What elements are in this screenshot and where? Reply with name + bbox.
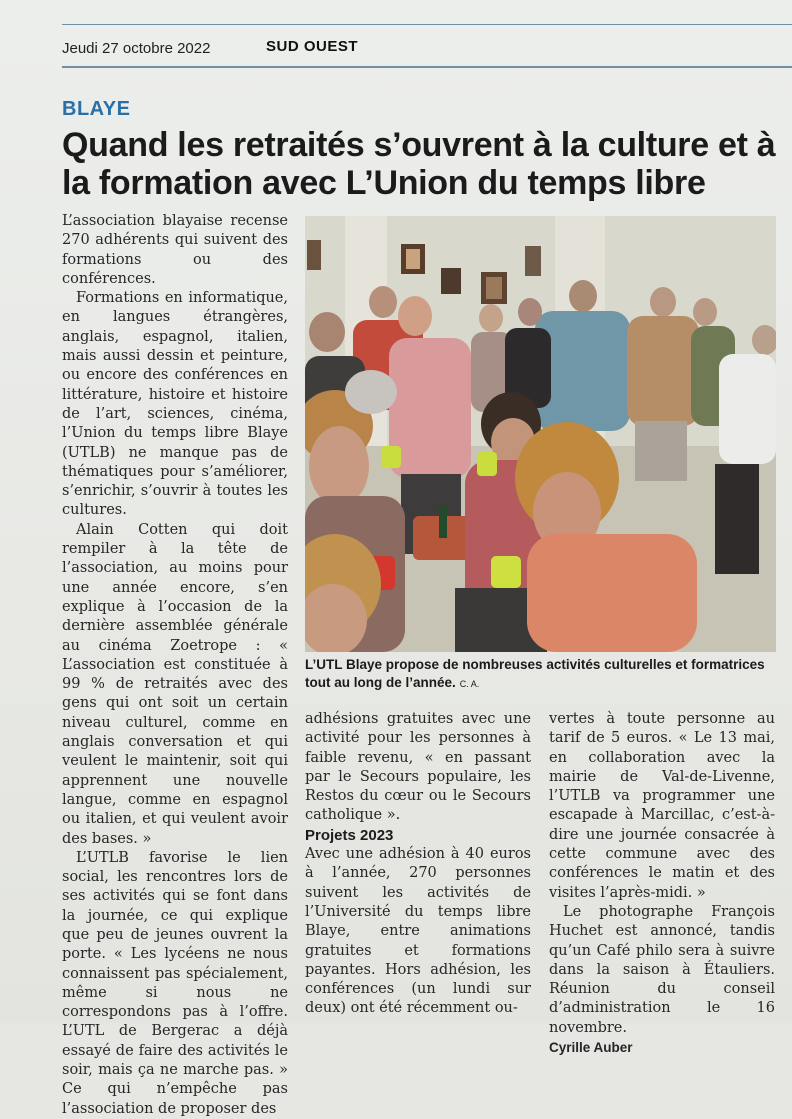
article-paragraph: vertes à toute personne au tarif de 5 euros. « Le 13 mai, en collaboration avec la mairie de Val-de-Livenne, l’UTLB va programmer une escapade à Marcillac, c’est-à-dire une journée consacrée à cette commune avec des conférences le matin et des visites l’après-midi. »: [549, 711, 775, 901]
photo-caption: [305, 656, 776, 693]
article-column-2: [305, 710, 531, 1019]
article-paragraph: Alain Cotten qui doit rempiler à la tête de l’association, au moins pour une année encore, s’en explique à l’occasion de la dernière assemblée générale au cinéma Zoetrope : « L’association est constituée à 99 % de retraités avec des gens qui ont soit un certain niveau culturel, comme en anglais conversation et qui veulent le maintenir, soit qui apprennent une nouvelle langue, comme en espagnol ou italien, et qui veulent avoir des bases. »: [62, 521, 288, 847]
photo-caption-text: L’UTL Blaye propose de nombreuses activités culturelles et formatrices tout au long de l’année.: [305, 657, 765, 690]
article-paragraph: L’UTLB favorise le lien social, les rencontres lors de ses activités qui se font dans la journée, ce qui explique que peu de jeunes ouvrent la porte. « Les lycéens ne nous connaissent pas spécialement, même si nous ne correspondons pas à l’offre. L’UTL de Bergerac a déjà essayé de faire des activités le soir, mais ça ne marche pas. » Ce qui n’empêche pas l’association de proposer des: [62, 849, 288, 1117]
photo-credit: C. A.: [459, 679, 480, 689]
section-kicker: BLAYE: [62, 98, 131, 120]
article-headline: Quand les retraités s’ouvrent à la culture et à la formation avec L’Union du temps libre: [62, 126, 776, 202]
newspaper-brand: SUD OUEST: [266, 38, 359, 55]
article-paragraph: Avec une adhésion à 40 euros à l’année, 270 personnes suivent les activités de l’Université du temps libre Blaye, entre animations gratuites et formations payantes. Hors adhésion, les conférences (un lundi sur deux) ont été récemment ou-: [305, 846, 531, 1017]
header-rule-bottom: [62, 66, 792, 68]
article-paragraph: Le photographe François Huchet est annoncé, tandis qu’un Café philo sera à suivre dans la saison à Étauliers. Réunion du conseil d’administration le 16 novembre.: [549, 903, 775, 1036]
article-column-3: [549, 710, 775, 1057]
issue-date: Jeudi 27 octobre 2022: [62, 40, 211, 57]
article-byline: Cyrille Auber: [549, 1040, 633, 1056]
article-paragraph: Formations en informatique, en langues étrangères, anglais, espagnol, italien, mais aussi dessin et peinture, ou encore des conférences en littérature, histoire et histoire de l’art, sciences, cinéma, l’Union du temps libre Blaye (UTLB) ne manque pas de thématiques pour s’améliorer, s’enrichir, s’ouvrir à toutes les cultures.: [62, 290, 288, 519]
article-column-1: [62, 212, 288, 1119]
header-rule-top: [62, 24, 792, 25]
article-subhead: Projets 2023: [305, 826, 394, 844]
article-intro: L’association blayaise recense 270 adhérents qui suivent des formations ou des conférences.: [62, 213, 288, 287]
group-photo-illustration: [305, 216, 776, 652]
article-paragraph: adhésions gratuites avec une activité pour les personnes à faible revenu, « en passant par le Secours populaire, les Restos du cœur ou le Secours catholique ».: [305, 711, 531, 824]
article-photo: [305, 216, 776, 652]
